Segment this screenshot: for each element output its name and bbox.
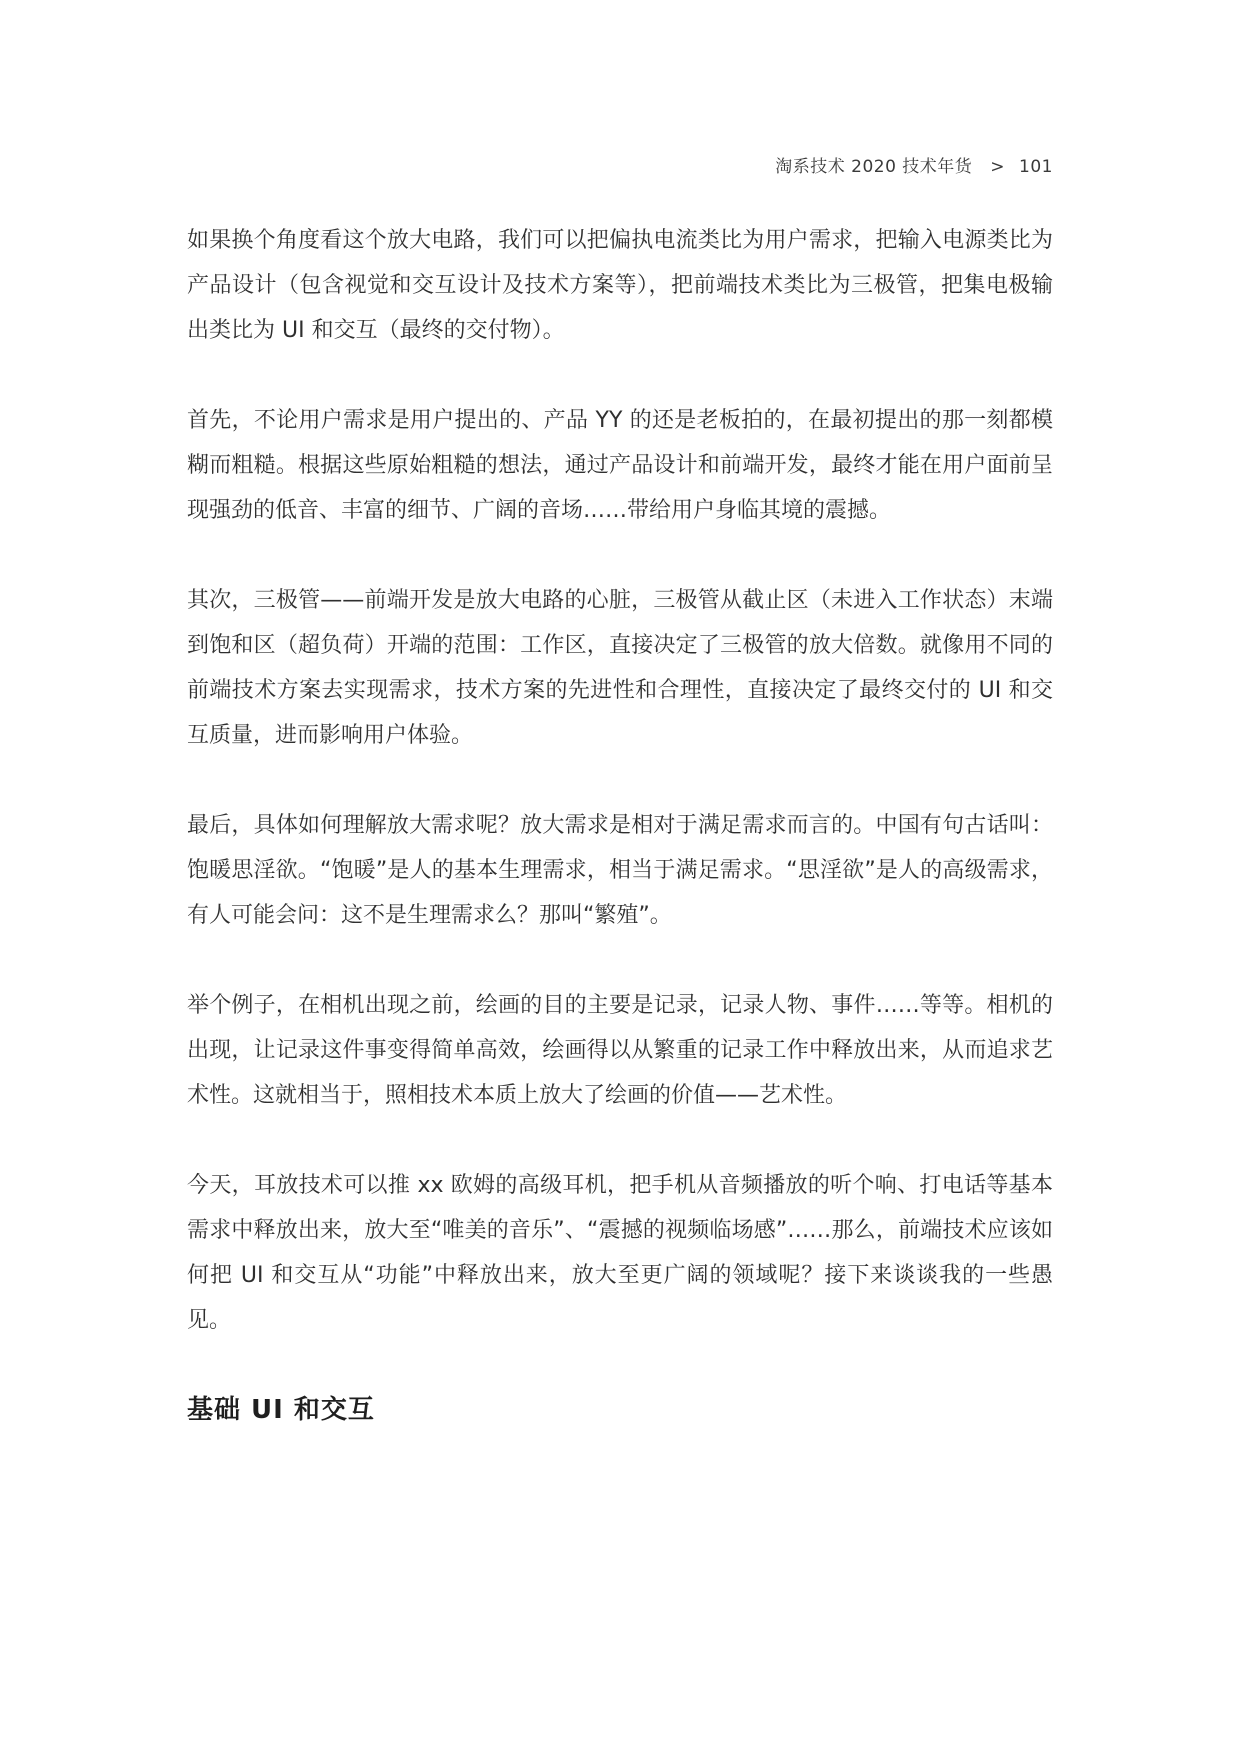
book-title: 淘系技术 2020 技术年货 (775, 157, 973, 177)
running-header (775, 152, 1053, 177)
page-content (187, 218, 1053, 1433)
paragraph-5: 举个例子，在相机出现之前，绘画的目的主要是记录，记录人物、事件……等等。相机的出现，让记录这件事变得简单高效，绘画得以从繁重的记录工作中释放出来，从而追求艺术性。这就相当于，照相技术本质上放大了绘画的价值——艺术性。 (187, 993, 1053, 1108)
paragraph-2: 首先，不论用户需求是用户提出的、产品 YY 的还是老板拍的，在最初提出的那一刻都模糊而粗糙。根据这些原始粗糙的想法，通过产品设计和前端开发，最终才能在用户面前呈现强劲的低音、丰富的细节、广阔的音场……带给用户身临其境的震撼。 (187, 408, 1053, 523)
page-number: 101 (1019, 157, 1053, 177)
paragraph-6: 今天，耳放技术可以推 xx 欧姆的高级耳机，把手机从音频播放的听个响、打电话等基本需求中释放出来，放大至“唯美的音乐”、“震撼的视频临场感”……那么，前端技术应该如何把 UI 和交互从“功能”中释放出来，放大至更广阔的领域呢？接下来谈谈我的一些愚见。 (187, 1173, 1053, 1333)
paragraph-1: 如果换个角度看这个放大电路，我们可以把偏执电流类比为用户需求，把输入电源类比为产品设计（包含视觉和交互设计及技术方案等），把前端技术类比为三极管，把集电极输出类比为 UI 和交互（最终的交付物）。 (187, 228, 1053, 343)
paragraph-3: 其次，三极管——前端开发是放大电路的心脏，三极管从截止区（未进入工作状态）末端到饱和区（超负荷）开端的范围：工作区，直接决定了三极管的放大倍数。就像用不同的前端技术方案去实现需求，技术方案的先进性和合理性，直接决定了最终交付的 UI 和交互质量，进而影响用户体验。 (187, 588, 1053, 748)
section-heading: 基础 UI 和交互 (187, 1395, 375, 1425)
header-separator: > (990, 157, 1006, 177)
paragraph-4: 最后，具体如何理解放大需求呢？放大需求是相对于满足需求而言的。中国有句古话叫：饱暖思淫欲。“饱暖”是人的基本生理需求，相当于满足需求。“思淫欲”是人的高级需求，有人可能会问：这不是生理需求么？那叫“繁殖”。 (187, 813, 1053, 928)
